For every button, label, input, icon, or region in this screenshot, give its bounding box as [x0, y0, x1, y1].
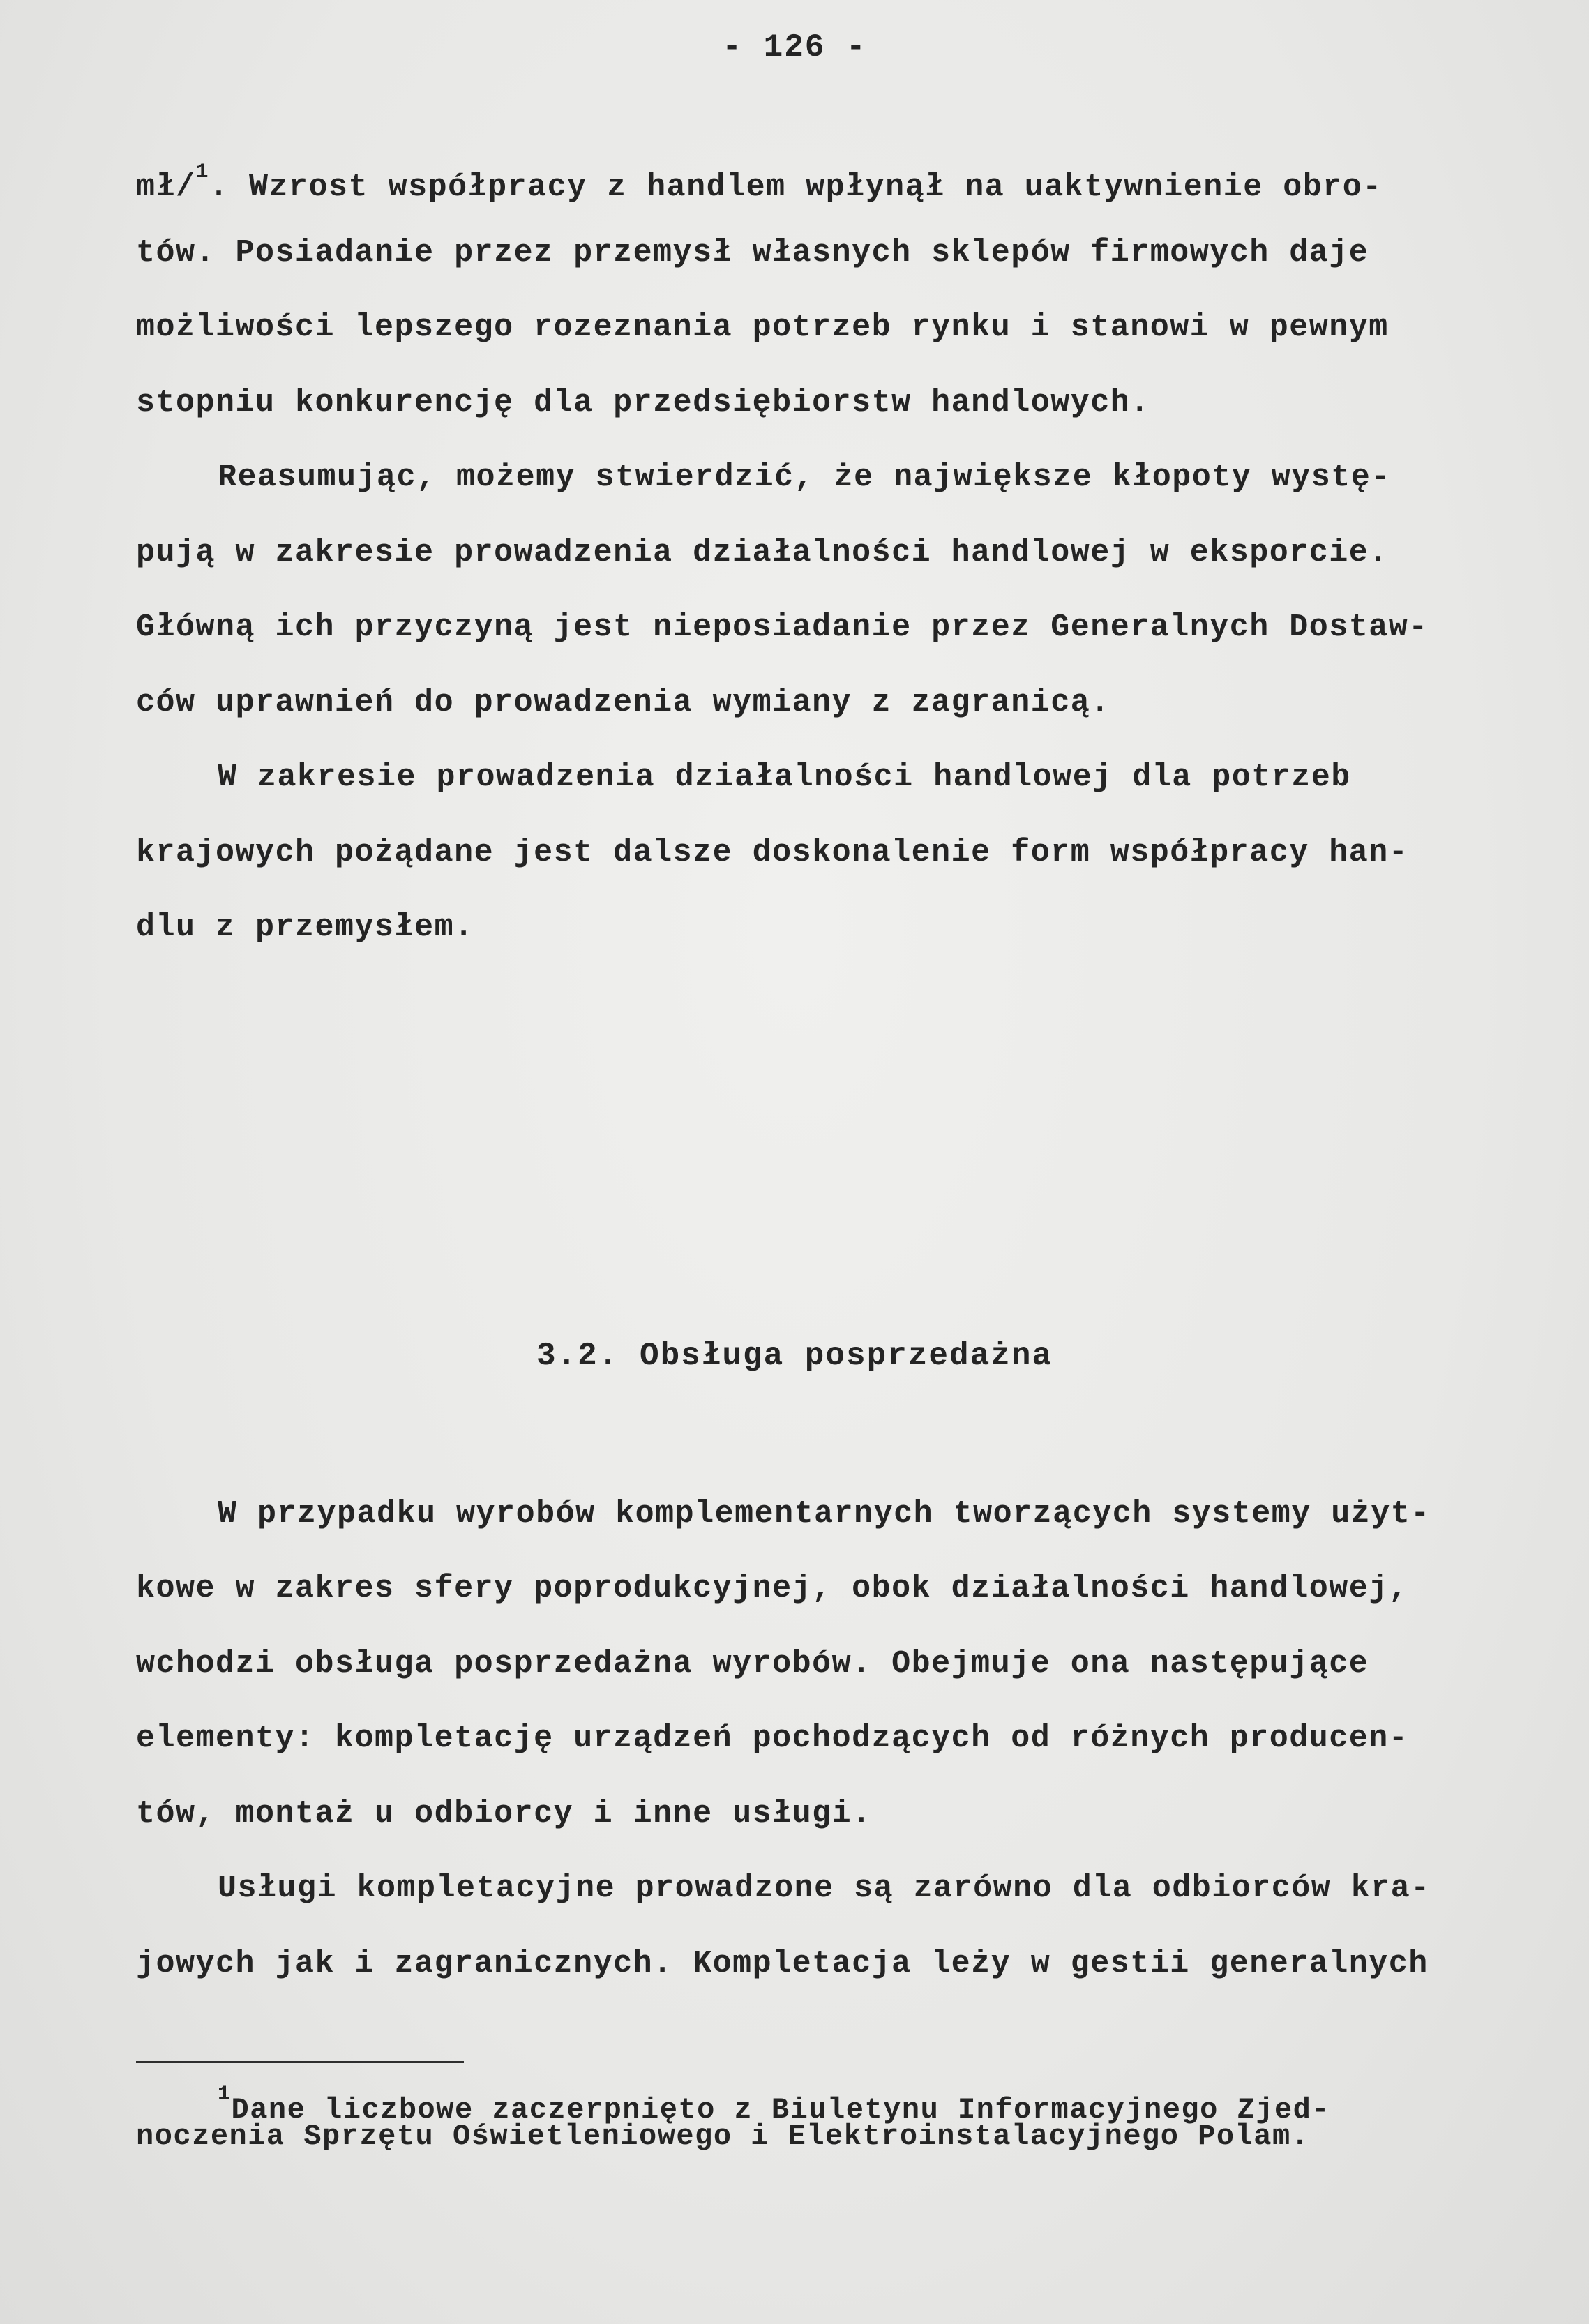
footnote-reference[interactable]: 1: [195, 160, 210, 184]
text-line: elementy: kompletację urządzeń pochodzących od różnych producen-: [136, 1721, 1409, 1756]
section-heading: 3.2. Obsługa posprzedażna: [536, 1338, 1053, 1374]
text-line: pują w zakresie prowadzenia działalności handlowej w eksporcie.: [136, 535, 1389, 571]
footnote-line: $^1$Dane liczbowe zaczerpnięto z Biuletynu Informacyjnego Zjed-: [218, 2083, 1331, 2127]
text-line: krajowych pożądane jest dalsze doskonalenie form współpracy han-: [136, 835, 1409, 870]
text-line: stopniu konkurencję dla przedsiębiorstw handlowych.: [136, 385, 1150, 421]
text-line: możliwości lepszego rozeznania potrzeb rynku i stanowi w pewnym: [136, 310, 1389, 345]
text-line: Reasumując, możemy stwierdzić, że największe kłopoty wystę-: [218, 460, 1391, 495]
text-line: tów. Posiadanie przez przemysł własnych sklepów firmowych daje: [136, 235, 1369, 271]
text-line: wchodzi obsługa posprzedażna wyrobów. Obejmuje ona następujące: [136, 1646, 1369, 1682]
text-line: kowe w zakres sfery poprodukcyjnej, obok działalności handlowej,: [136, 1571, 1409, 1606]
text-line: dlu z przemysłem.: [136, 910, 474, 945]
text-line: W zakresie prowadzenia działalności handlowej dla potrzeb: [218, 760, 1351, 795]
text-line: W przypadku wyrobów komplementarnych tworzących systemy użyt-: [218, 1496, 1431, 1532]
text-line: Usługi kompletacyjne prowadzone są zarówno dla odbiorców kra-: [218, 1871, 1431, 1906]
page-number: - 126 -: [722, 29, 867, 66]
text-line: jowych jak i zagranicznych. Kompletacja leży w gestii generalnych: [136, 1946, 1429, 1982]
text-line: mł/$^1$. Wzrost współpracy z handlem wpłynął na uaktywnienie obro-: [136, 160, 1383, 205]
footnote-marker: 1: [218, 2083, 232, 2106]
footnote-divider: [136, 2061, 464, 2063]
text-line: ców uprawnień do prowadzenia wymiany z zagranicą.: [136, 685, 1110, 720]
text-line: tów, montaż u odbiorcy i inne usługi.: [136, 1796, 872, 1832]
footnote-line: noczenia Sprzętu Oświetleniowego i Elektroinstalacyjnego Polam.: [136, 2120, 1310, 2153]
text-line: Główną ich przyczyną jest nieposiadanie przez Generalnych Dostaw-: [136, 610, 1429, 645]
